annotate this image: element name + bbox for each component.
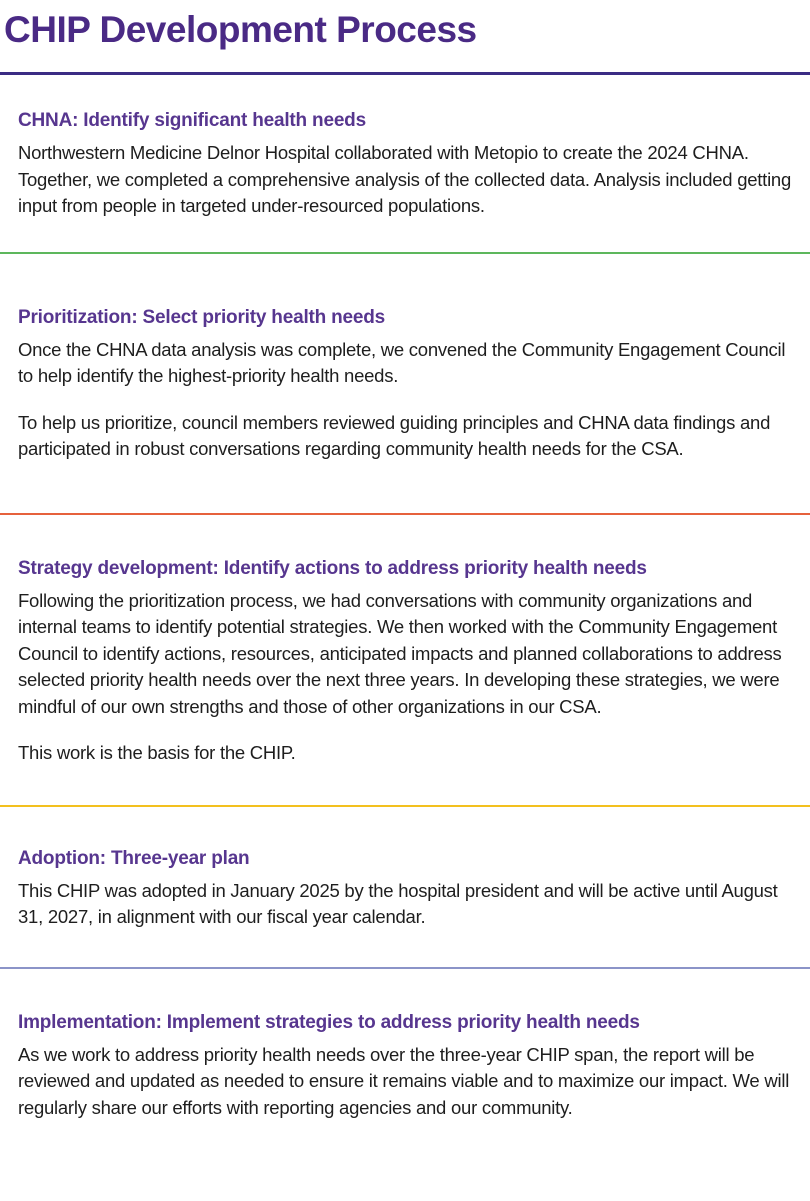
section-prioritization-paragraph: Once the CHNA data analysis was complete, we convened the Community Engagement Council to help identify the highest-priority health needs. xyxy=(18,338,786,386)
section-strategy-development-heading: Strategy development: Identify actions to address priority health needs xyxy=(18,557,647,579)
section-implementation xyxy=(0,969,810,1201)
section-chna-heading: CHNA: Identify significant health needs xyxy=(18,110,366,131)
section-implementation-body xyxy=(18,1042,794,1122)
section-chna xyxy=(0,75,810,254)
section-strategy-development-paragraph: Following the prioritization process, we had conversations with community organizations and internal teams to identify potential strategies. We then worked with the Community Engagement Council to identify actions, resources, anticipated impacts and planned collaborations to address selected priority health needs over the next three years. In developing these strategies, we were mindful of our own strengths and those of other organizations in our CSA. xyxy=(18,589,782,717)
section-prioritization-paragraph: To help us prioritize, council members reviewed guiding principles and CHNA data findings and participated in robust conversations regarding community health needs for the CSA. xyxy=(18,411,771,459)
section-strategy-development xyxy=(0,515,810,807)
section-strategy-development-body xyxy=(18,588,794,767)
section-adoption-heading: Adoption: Three-year plan xyxy=(18,847,250,869)
section-adoption xyxy=(0,807,810,969)
section-chna-paragraph: Northwestern Medicine Delnor Hospital collaborated with Metopio to create the 2024 CHNA. Together, we completed a comprehensive analysis of the collected data. Analysis included getting input from people in targeted under-resourced populations. xyxy=(18,142,792,216)
section-prioritization xyxy=(0,254,810,515)
section-prioritization-heading: Prioritization: Select priority health needs xyxy=(18,306,386,328)
section-strategy-development-paragraph: This work is the basis for the CHIP. xyxy=(18,742,296,763)
page-title: CHIP Development Process xyxy=(4,9,477,50)
section-adoption-paragraph: This CHIP was adopted in January 2025 by the hospital president and will be active until August 31, 2027, in alignment with our fiscal year calendar. xyxy=(18,879,778,927)
section-implementation-paragraph: As we work to address priority health needs over the three-year CHIP span, the report will be reviewed and updated as needed to ensure it remains viable and to maximize our impact. We will regularly share our efforts with reporting agencies and our community. xyxy=(18,1043,790,1118)
section-prioritization-body xyxy=(18,337,794,463)
section-chna-body xyxy=(18,140,794,220)
section-adoption-body xyxy=(18,878,794,931)
section-implementation-heading: Implementation: Implement strategies to address priority health needs xyxy=(18,1011,640,1033)
